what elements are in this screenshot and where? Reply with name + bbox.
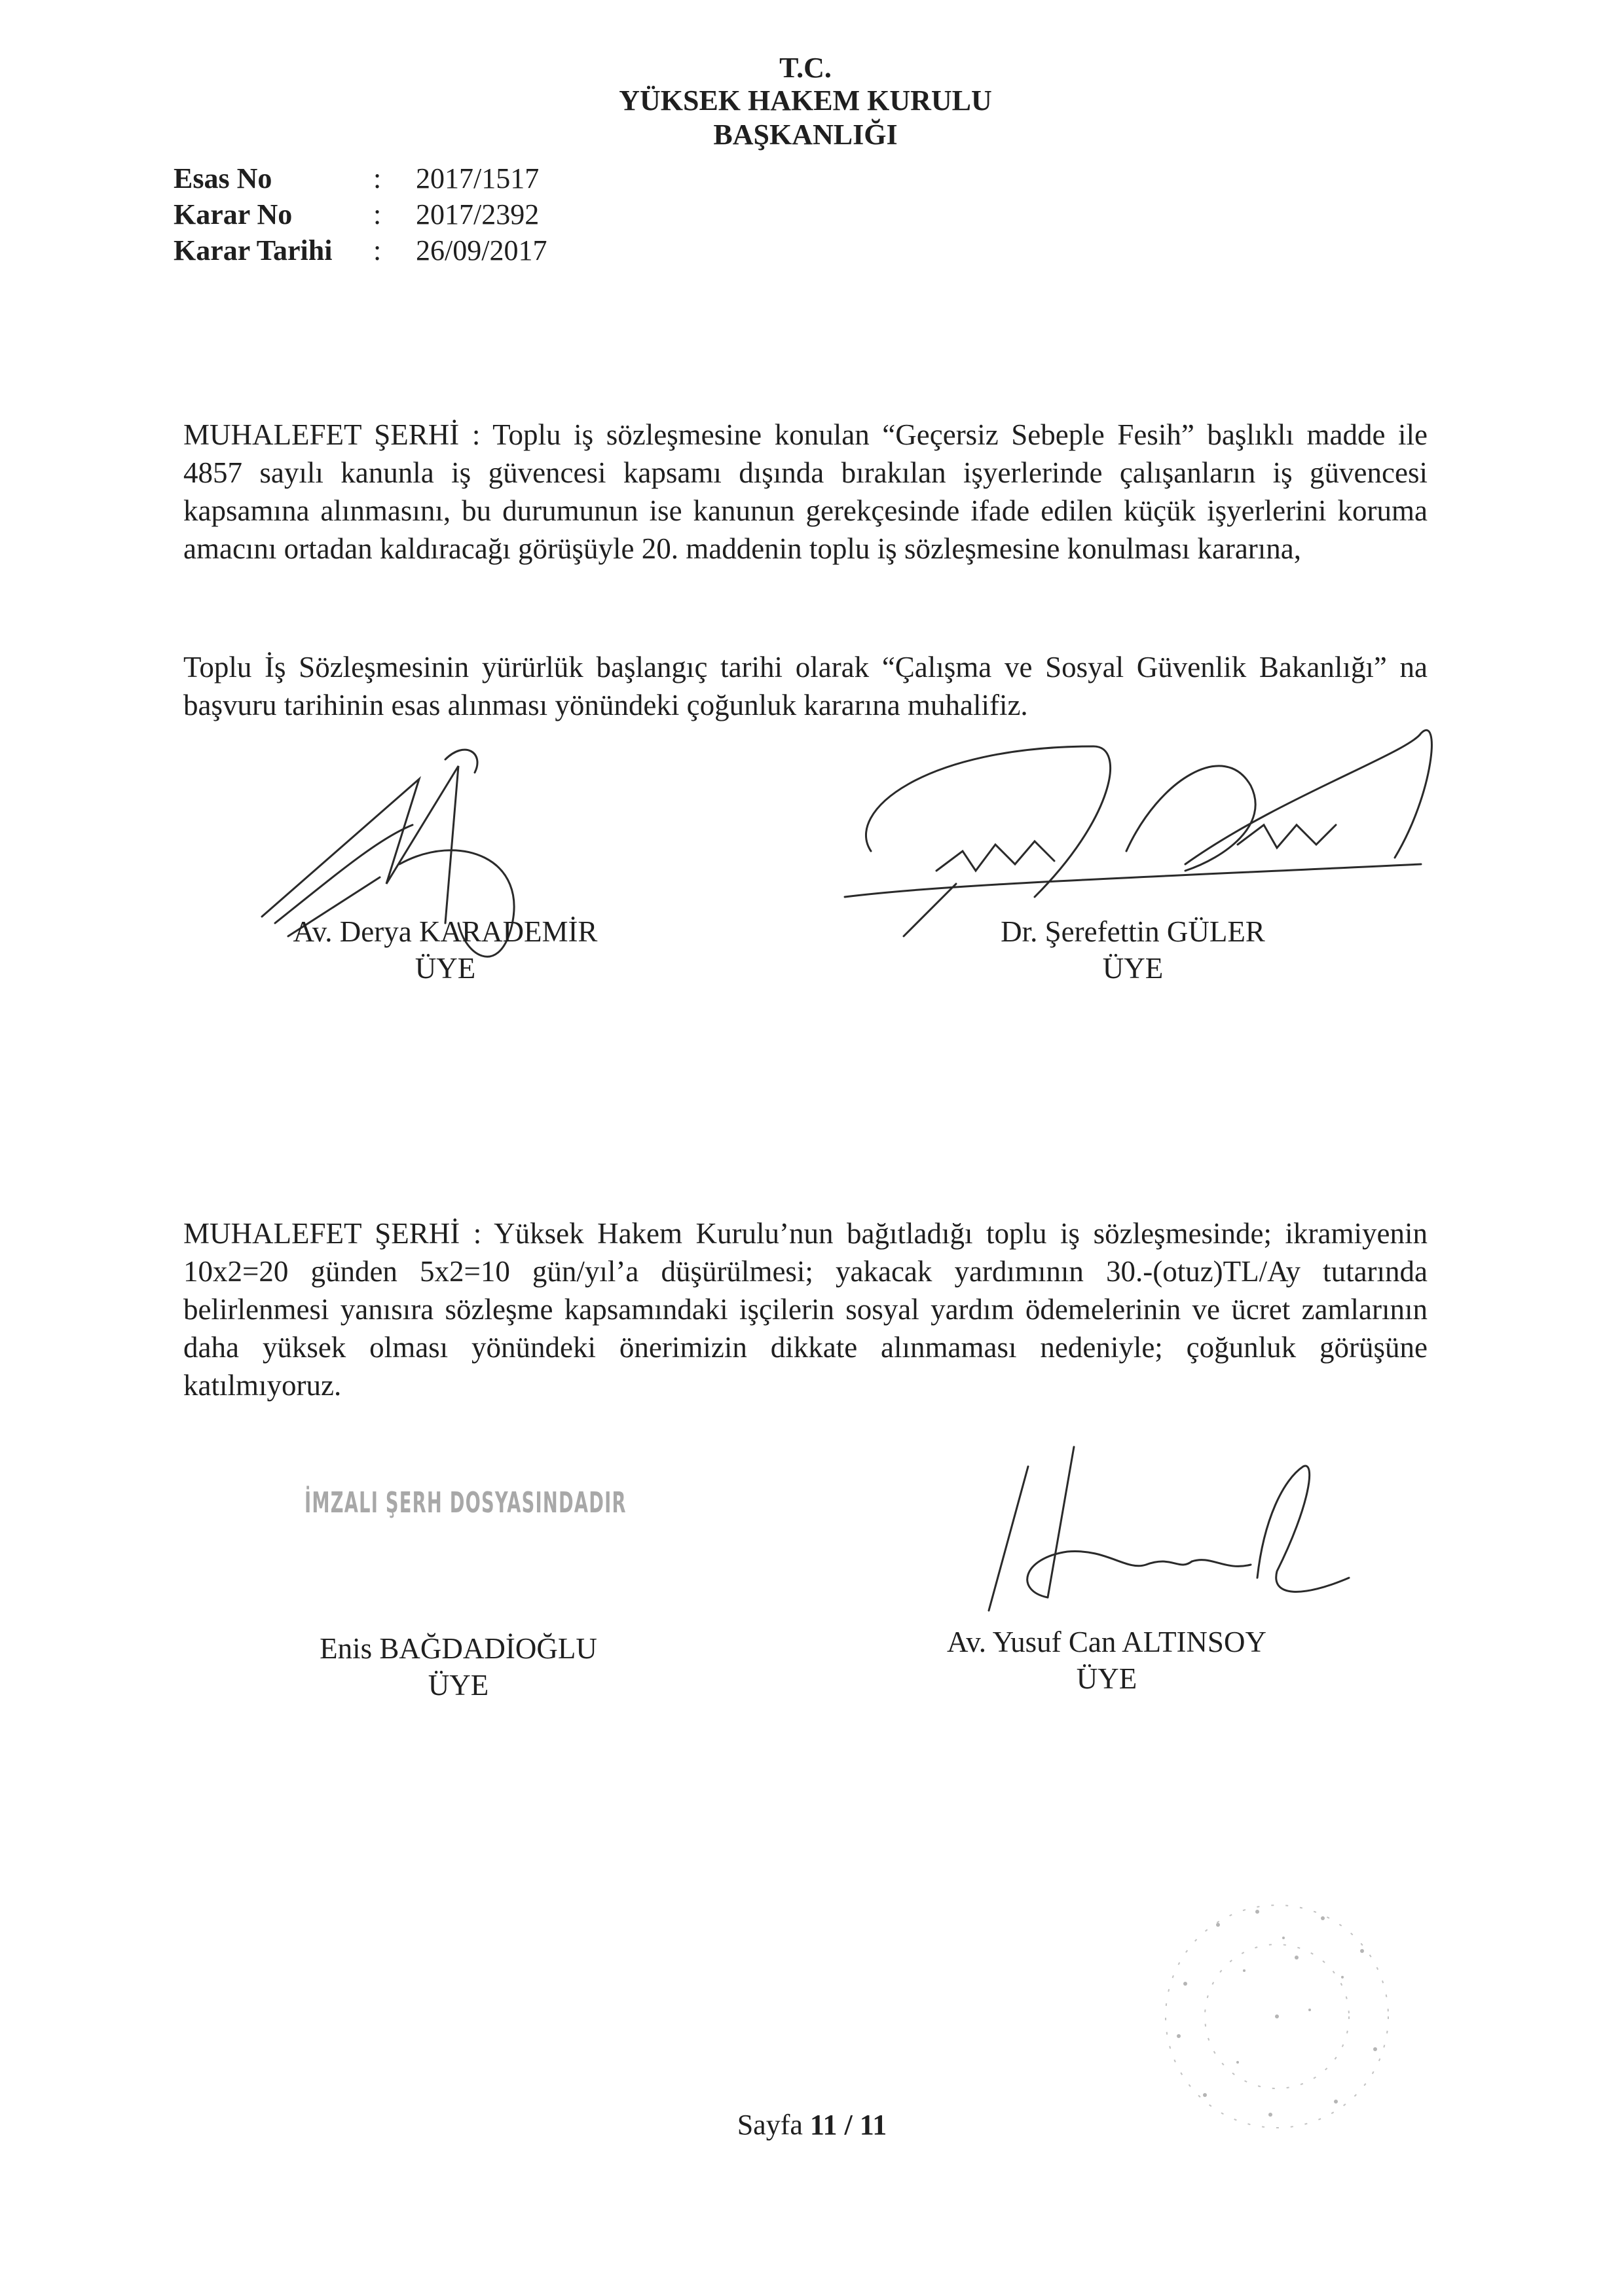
meta-value: 2017/2392 — [416, 198, 540, 230]
dissent-1-paragraph-1: MUHALEFET ŞERHİ : Toplu iş sözleşmesine konulan “Geçersiz Sebeple Fesih” başlıklı madde ile 4857 sayılı kanunla iş güvencesi kapsamı dışında bırakılan işyerlerinde çalışanların iş güvencesi kapsamına alınmasını, bu durumunun ise kanunun gerekçesinde ifade edilen küçük işyerlerini koruma amacını ortadan kaldıracağı görüşüyle 20. maddenin toplu iş sözleşmesine konulması kararına, — [183, 418, 1428, 565]
signer-bagdadioglu-role: ÜYE — [428, 1669, 489, 1702]
meta-label: Karar No — [174, 198, 293, 230]
signature-guler — [819, 701, 1460, 949]
header-institution: YÜKSEK HAKEM KURULU — [619, 84, 992, 117]
meta-colon: : — [373, 234, 382, 266]
signature-altinsoy — [976, 1440, 1356, 1624]
signer-karademir-role: ÜYE — [415, 952, 476, 985]
meta-colon: : — [373, 198, 382, 230]
meta-colon: : — [373, 162, 382, 194]
case-meta — [174, 160, 632, 272]
signer-guler-role: ÜYE — [1102, 952, 1164, 985]
signer-karademir-name: Av. Derya KARADEMİR — [293, 915, 598, 948]
meta-value: 26/09/2017 — [416, 234, 547, 266]
signer-guler-name: Dr. Şerefettin GÜLER — [1001, 915, 1265, 948]
page-number — [648, 2108, 976, 2141]
signer-bagdadioglu-name: Enis BAĞDADİOĞLU — [320, 1632, 597, 1665]
meta-row-karar — [174, 196, 632, 232]
signer-altinsoy-role: ÜYE — [1076, 1662, 1137, 1695]
signed-dissent-stamp: İMZALI ŞERH DOSYASINDADIR — [304, 1486, 627, 1520]
signer-altinsoy-name: Av. Yusuf Can ALTINSOY — [947, 1626, 1266, 1658]
page-separator: / — [844, 2109, 853, 2141]
page-total: 11 — [859, 2109, 887, 2141]
faded-seal — [1126, 1866, 1428, 2167]
header-presidency: BAŞKANLIĞI — [713, 118, 898, 151]
page-label: Sayfa — [737, 2109, 803, 2141]
meta-value: 2017/1517 — [416, 162, 540, 194]
dissent-2-paragraph-1: MUHALEFET ŞERHİ : Yüksek Hakem Kurulu’nun bağıtladığı toplu iş sözleşmesinde; ikramiyenin 10x2=20 günden 5x2=10 gün/yıl’a düşürülmesi; yakacak yardımının 30.-(otuz)TL/Ay tutarında belirlenmesi yanısıra sözleşme kapsamındaki işçilerin sosyal yardım ödemelerinin ve ücret zamlarının daha yüksek olması yönündeki önerimizin dikkate alınmaması nedeniyle; çoğunluk görüşüne katılmıyoruz. — [183, 1217, 1428, 1402]
page-current: 11 — [809, 2109, 838, 2141]
meta-label: Karar Tarihi — [174, 234, 333, 266]
meta-row-tarih — [174, 232, 632, 268]
meta-label: Esas No — [174, 162, 272, 194]
header-tc: T.C. — [779, 52, 832, 84]
meta-row-esas — [174, 160, 632, 196]
dissent-1-paragraph-2: Toplu İş Sözleşmesinin yürürlük başlangıç tarihi olarak “Çalışma ve Sosyal Güvenlik Bakanlığı” na başvuru tarihinin esas alınması yönündeki çoğunluk kararına muhalifiz. — [183, 651, 1428, 721]
